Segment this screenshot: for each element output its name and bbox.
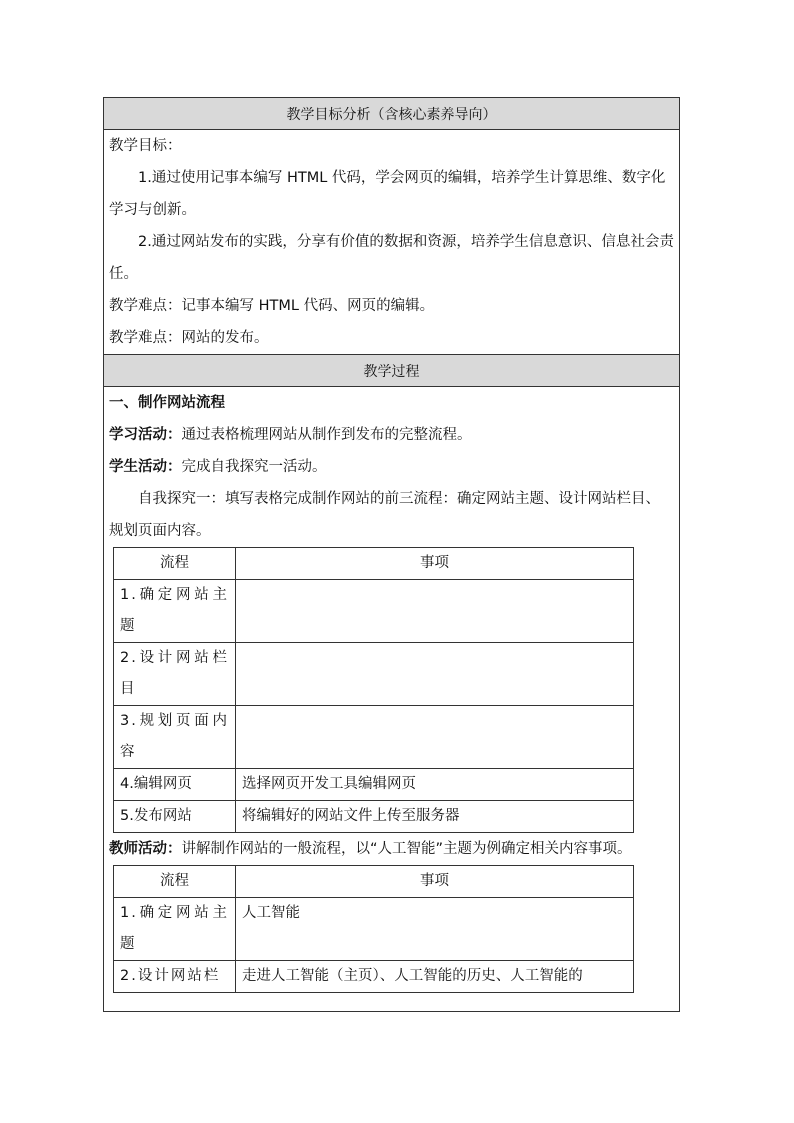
process-table-2 [113, 865, 634, 993]
learning-text: 通过表格梳理网站从制作到发布的完整流程。 [181, 427, 472, 443]
objectives-section [104, 130, 679, 354]
table-row [114, 769, 634, 801]
difficulty-1: 教学难点：记事本编写 HTML 代码、网页的编辑。 [109, 298, 435, 314]
table-row [114, 961, 634, 993]
section-header-process [104, 354, 679, 387]
table-cell-item[interactable] [236, 706, 634, 769]
table-cell-item[interactable] [236, 580, 634, 643]
explore-text: 自我探究一：填写表格完成制作网站的前三流程：确定网站主题、设计网站栏目、规划页面内容。 [109, 491, 660, 539]
process-table-1 [113, 547, 634, 833]
goals-label: 教学目标： [109, 138, 182, 154]
lesson-plan-frame [103, 97, 680, 1012]
difficulty-2: 教学难点：网站的发布。 [109, 330, 269, 346]
table-row [114, 643, 634, 706]
table-header-step: 流程 [114, 548, 236, 580]
section-header-objectives-text: 教学目标分析（含核心素养导向） [286, 106, 497, 123]
table-cell-item: 选择网页开发工具编辑网页 [236, 769, 634, 801]
table-cell-step: 1.确定网站主题 [114, 898, 236, 961]
table-cell-step: 4.编辑网页 [114, 769, 236, 801]
table-cell-item: 人工智能 [236, 898, 634, 961]
table-header-item: 事项 [236, 548, 634, 580]
learning-label: 学习活动： [109, 427, 182, 443]
table-header-step: 流程 [114, 866, 236, 898]
table-row [114, 898, 634, 961]
table-header-row [114, 866, 634, 898]
section-header-process-text: 教学过程 [363, 363, 420, 380]
process-section [104, 387, 679, 993]
table-cell-item: 将编辑好的网站文件上传至服务器 [236, 801, 634, 833]
goal-1: 1.通过使用记事本编写 HTML 代码，学会网页的编辑，培养学生计算思维、数字化学习与创新。 [109, 170, 666, 218]
student-text: 完成自我探究一活动。 [181, 459, 327, 475]
table-header-item: 事项 [236, 866, 634, 898]
teacher-text: 讲解制作网站的一般流程，以“人工智能”主题为例确定相关内容事项。 [181, 841, 632, 857]
section-header-objectives [104, 98, 679, 130]
table-row [114, 801, 634, 833]
table-cell-item[interactable] [236, 643, 634, 706]
table-row [114, 580, 634, 643]
table-cell-step: 3.规划页面内容 [114, 706, 236, 769]
table-cell-step: 5.发布网站 [114, 801, 236, 833]
table-cell-step: 1.确定网站主题 [114, 580, 236, 643]
table-row [114, 706, 634, 769]
table-header-row [114, 548, 634, 580]
student-label: 学生活动： [109, 459, 182, 475]
table-cell-item: 走进人工智能（主页）、人工智能的历史、人工智能的 [236, 961, 634, 993]
goal-2: 2.通过网站发布的实践，分享有价值的数据和资源，培养学生信息意识、信息社会责任。 [109, 234, 674, 282]
table-cell-step: 2.设计网站栏目 [114, 643, 236, 706]
part-title: 一、制作网站流程 [109, 395, 225, 411]
table-cell-step: 2.设计网站栏 [114, 961, 236, 993]
teacher-label: 教师活动： [109, 841, 182, 857]
